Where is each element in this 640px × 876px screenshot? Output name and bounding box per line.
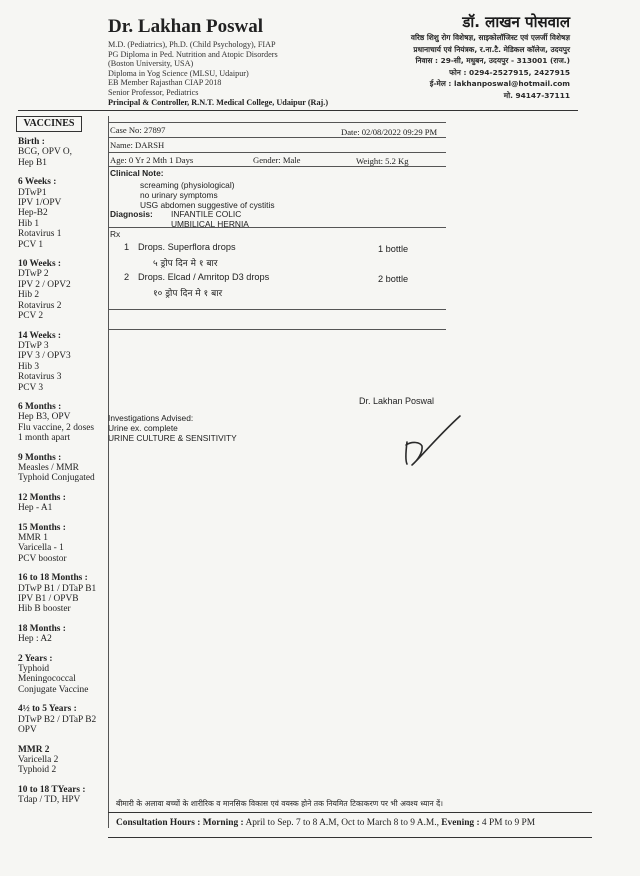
position-line: Principal & Controller, R.N.T. Medical College, Udaipur (Raj.) bbox=[108, 97, 329, 107]
vaccine-item: PCV 2 bbox=[18, 311, 44, 322]
hindi-line: निवास : 29-सी, मधुबन, उदयपुर - 313001 (राज.) bbox=[415, 56, 570, 65]
handwritten-signature bbox=[398, 408, 468, 468]
qualification-line: EB Member Rajasthan CIAP 2018 bbox=[108, 78, 222, 88]
box-rule bbox=[108, 166, 446, 167]
vaccine-group bbox=[18, 573, 110, 615]
vaccine-item: Varicella 2 bbox=[18, 754, 59, 765]
vaccine-item: DTwP B1 / DTaP B1 bbox=[18, 583, 97, 594]
rx-number: 1 bbox=[124, 242, 130, 252]
vaccine-heading: 4½ to 5 Years : bbox=[18, 704, 77, 715]
vaccine-item: Hib 3 bbox=[18, 361, 40, 372]
morning-hours: April to Sep. 7 to 8 A.M, Oct to March 8 to 9 A.M., bbox=[245, 818, 439, 828]
rx-dose: १० ड्रोप दिन मे १ बार bbox=[153, 289, 223, 299]
vaccine-item: Rotavirus 1 bbox=[18, 229, 62, 240]
vaccine-group bbox=[18, 785, 110, 806]
consultation-hours bbox=[116, 818, 535, 828]
vaccine-item: BCG, OPV O, bbox=[18, 147, 73, 158]
vaccine-heading: 6 Weeks : bbox=[18, 177, 57, 188]
vaccines-title: VACCINES bbox=[16, 116, 82, 132]
vaccine-item: DTwP B2 / DTaP B2 bbox=[18, 714, 97, 725]
vaccine-item: Typhoid 2 bbox=[18, 765, 57, 776]
vaccine-item: IPV 1/OPV bbox=[18, 198, 62, 209]
rx-end-rule bbox=[108, 309, 446, 310]
vaccine-item: PCV 1 bbox=[18, 239, 44, 250]
vaccine-item: Typhoid Conjugated bbox=[18, 473, 95, 484]
box-rule bbox=[108, 122, 446, 123]
morning-label: Morning : bbox=[202, 818, 244, 828]
qualifications-hindi bbox=[411, 32, 570, 101]
vaccine-item: Typhoid bbox=[18, 664, 50, 675]
clinical-note-line: screaming (physiological) bbox=[140, 180, 235, 190]
signature-name: Dr. Lakhan Poswal bbox=[359, 396, 435, 406]
vaccine-item: Meningococcal bbox=[18, 674, 76, 685]
diagnosis-item: UMBILICAL HERNIA bbox=[171, 219, 249, 229]
doctor-name-hindi: डॉ. लाखन पोसवाल bbox=[462, 13, 570, 31]
diagnosis-label: Diagnosis: bbox=[110, 209, 153, 219]
vaccine-heading: 15 Months : bbox=[18, 522, 66, 533]
rx-drug: Drops. Elcad / Amritop D3 drops bbox=[138, 272, 270, 282]
box-rule bbox=[108, 137, 446, 138]
rx-quantity: 2 bottle bbox=[378, 274, 409, 284]
vaccine-item: PCV 3 bbox=[18, 382, 44, 393]
vaccine-item: Hep - A1 bbox=[18, 503, 53, 514]
vaccine-heading: 10 Weeks : bbox=[18, 259, 62, 270]
vaccine-item: IPV B1 / OPVB bbox=[18, 594, 79, 605]
vaccine-item: Rotavirus 3 bbox=[18, 372, 62, 383]
vaccine-item: DTwP1 bbox=[18, 187, 47, 198]
vaccine-group bbox=[18, 493, 110, 514]
vaccine-heading: 14 Weeks : bbox=[18, 330, 62, 341]
vaccine-item: IPV 2 / OPV2 bbox=[18, 279, 71, 290]
hindi-line: ई-मेल : lakhanposwal@hotmail.com bbox=[429, 79, 570, 88]
header-divider bbox=[18, 110, 578, 111]
investigations-label: Investigations Advised: bbox=[108, 413, 194, 423]
diagnosis-item: INFANTILE COLIC bbox=[171, 209, 242, 219]
vaccine-heading: 6 Months : bbox=[18, 401, 62, 412]
vaccine-item: MMR 1 bbox=[18, 533, 48, 543]
qualification-line: M.D. (Pediatrics), Ph.D. (Child Psychology), FIAP bbox=[108, 40, 276, 49]
vaccine-group bbox=[18, 331, 110, 393]
vaccine-item: Hib 2 bbox=[18, 290, 40, 301]
rx-dose: ५ ड्रोप दिन मे १ बार bbox=[153, 259, 218, 269]
consult-label: Consultation Hours : bbox=[116, 818, 201, 828]
vaccine-group bbox=[18, 523, 110, 565]
qualification-line: Diploma in Yog Science (MLSU, Udaipur) bbox=[108, 68, 249, 78]
qualification-line: Senior Professor, Pediatrics bbox=[108, 87, 199, 97]
vaccine-item: PCV boostor bbox=[18, 553, 67, 564]
qualifications-english bbox=[108, 40, 368, 107]
vaccine-heading: 10 to 18 TYears : bbox=[18, 784, 86, 795]
vaccine-item: DTwP 2 bbox=[18, 269, 49, 280]
rx-divider bbox=[108, 227, 446, 228]
hindi-line: प्रधानाचार्य एवं नियंत्रक, र.ना.टै. मेडिकल कॉलेज, उदयपुर bbox=[413, 44, 570, 54]
vaccine-item: Hep B3, OPV bbox=[18, 412, 71, 423]
vaccine-item: Hib B booster bbox=[18, 604, 71, 615]
qualification-line: PG Diploma in Ped. Nutrition and Atopic Disorders bbox=[108, 49, 278, 59]
vaccine-heading: 2 Years : bbox=[18, 653, 53, 664]
vaccine-heading: 18 Months : bbox=[18, 623, 66, 634]
rx-end-rule bbox=[108, 329, 446, 330]
clinical-note-label: Clinical Note: bbox=[110, 168, 164, 178]
vaccine-group bbox=[18, 745, 110, 776]
rx-drug: Drops. Superflora drops bbox=[138, 242, 236, 252]
clinical-note-line: USG abdomen suggestive of cystitis bbox=[140, 200, 275, 210]
vaccine-group bbox=[18, 624, 110, 645]
visit-date: Date: 02/08/2022 09:29 PM bbox=[341, 127, 438, 137]
hindi-line: वरिष्ठ शिशु रोग विशेषज्ञ, साइकोलॉजिस्ट एवं एलर्जी विशेषज्ञ bbox=[410, 33, 570, 42]
vaccine-item: Hib 1 bbox=[18, 218, 40, 229]
vaccine-group bbox=[18, 177, 110, 250]
vaccine-item: Measles / MMR bbox=[18, 462, 79, 473]
vaccine-group bbox=[18, 704, 110, 735]
vaccine-group bbox=[18, 402, 110, 444]
vaccine-item: OPV bbox=[18, 725, 37, 736]
vaccine-item: Hep-B2 bbox=[18, 208, 48, 219]
hindi-line: मो. 94147-37111 bbox=[503, 90, 570, 100]
vaccine-item: Hep B1 bbox=[18, 157, 47, 168]
vaccine-heading: 12 Months : bbox=[18, 492, 66, 503]
vaccine-item: DTwP 3 bbox=[18, 340, 49, 351]
vaccine-list bbox=[18, 137, 110, 815]
vaccine-item: Rotavirus 2 bbox=[18, 300, 62, 311]
rx-number: 2 bbox=[124, 272, 130, 282]
vaccine-heading: 9 Months : bbox=[18, 452, 62, 463]
vaccine-item: Hep : A2 bbox=[18, 634, 52, 645]
vaccine-item: IPV 3 / OPV3 bbox=[18, 351, 71, 362]
investigation-item: URINE CULTURE & SENSITIVITY bbox=[108, 433, 237, 443]
vaccine-group bbox=[18, 654, 110, 696]
vaccine-item: Conjugate Vaccine bbox=[18, 684, 89, 695]
hindi-line: फोन : 0294-2527915, 2427915 bbox=[449, 67, 570, 77]
rx-label: Rx bbox=[110, 229, 121, 239]
vaccine-group bbox=[18, 453, 110, 484]
patient-weight: Weight: 5.2 Kg bbox=[356, 156, 409, 166]
vaccine-item: Varicella - 1 bbox=[18, 543, 64, 554]
patient-gender: Gender: Male bbox=[253, 155, 301, 165]
patient-age: Age: 0 Yr 2 Mth 1 Days bbox=[110, 155, 194, 165]
evening-hours: 4 PM to 9 PM bbox=[481, 818, 536, 828]
rx-quantity: 1 bottle bbox=[378, 244, 409, 254]
vaccine-item: Tdap / TD, HPV bbox=[18, 795, 81, 806]
footer-advisory-hindi: बीमारी के अलावा बच्चों के शारीरिक व मानसिक विकास एवं वयस्क होने तक नियमित टिकाकरण पर भी अवश्य ध्यान दें। bbox=[116, 799, 443, 808]
vaccine-item: Flu vaccine, 2 doses bbox=[18, 422, 95, 433]
clinical-note-line: no urinary symptoms bbox=[140, 190, 218, 200]
vaccine-item: 1 month apart bbox=[18, 433, 71, 444]
qualification-line: (Boston University, USA) bbox=[108, 59, 194, 69]
vaccine-heading: Birth : bbox=[18, 137, 45, 147]
investigation-item: Urine ex. complete bbox=[108, 423, 178, 433]
case-number: Case No: 27897 bbox=[110, 125, 166, 135]
vaccine-group bbox=[18, 137, 110, 168]
box-rule bbox=[108, 152, 446, 153]
vaccine-group bbox=[18, 259, 110, 321]
evening-label: Evening : bbox=[441, 818, 480, 828]
patient-name: Name: DARSH bbox=[110, 140, 165, 150]
doctor-name-english: Dr. Lakhan Poswal bbox=[108, 16, 264, 37]
vaccine-heading: MMR 2 bbox=[18, 744, 50, 755]
vaccine-heading: 16 to 18 Months : bbox=[18, 573, 88, 584]
